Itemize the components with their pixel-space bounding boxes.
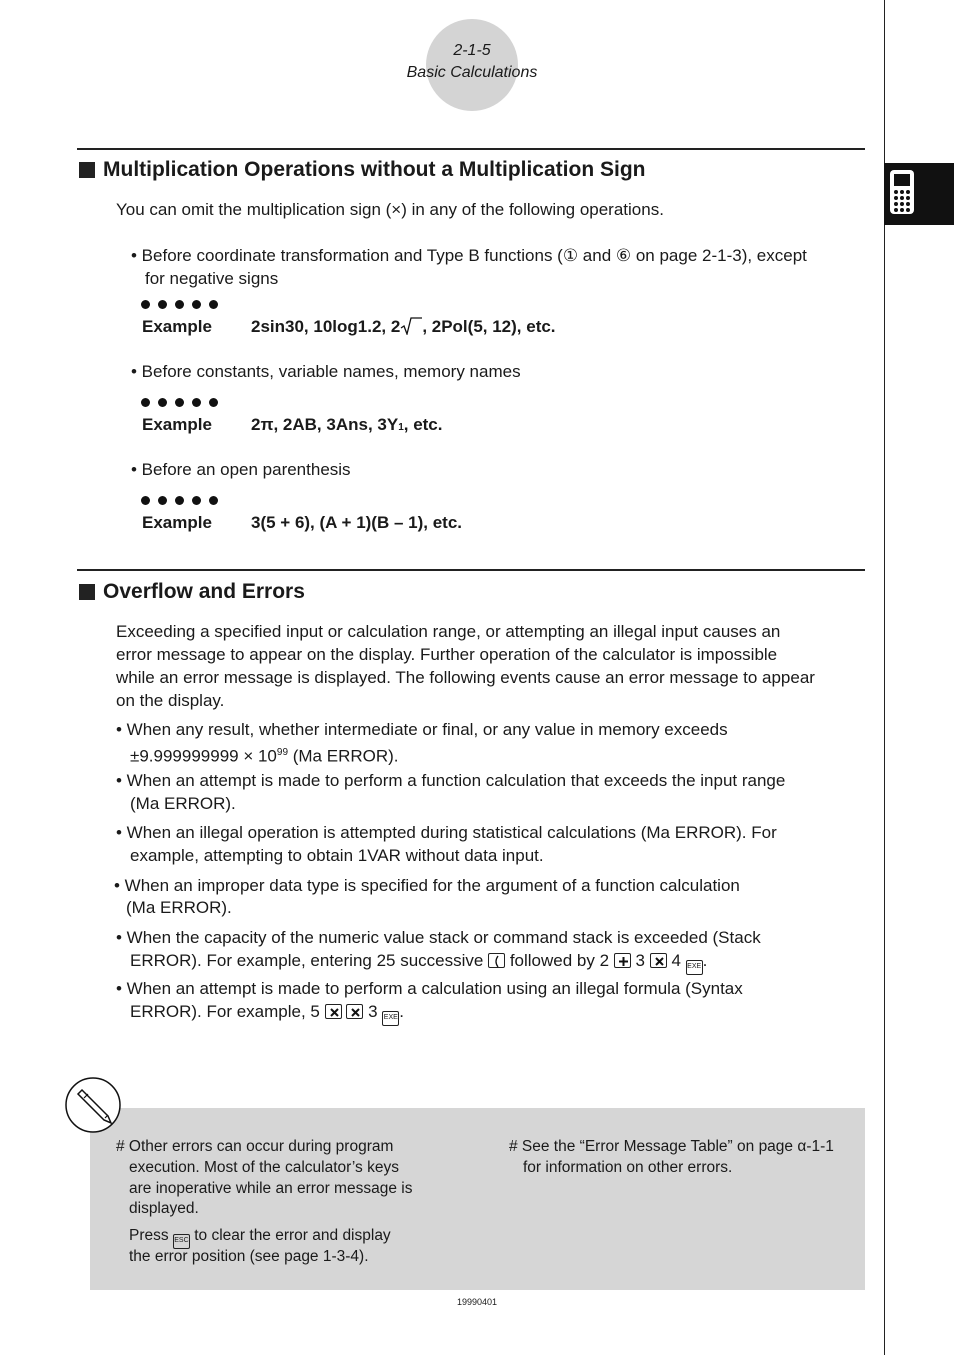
example-dots [141, 496, 218, 505]
section-header-title: Basic Calculations [406, 64, 538, 81]
bullet-line: ERROR). For example, entering 25 successive followed by 2 3 4 EXE. [130, 949, 707, 975]
section-title-text: Multiplication Operations without a Multiplication Sign [103, 158, 646, 181]
multiply-key-icon [346, 1004, 363, 1019]
bullet-line: • When the capacity of the numeric value stack or command stack is exceeded (Stack [116, 928, 761, 947]
section-rule [77, 148, 865, 150]
bullet-line: • When an improper data type is specified for the argument of a function calculation [114, 876, 740, 895]
paragraph-line: while an error message is displayed. The following events cause an error message to appear [116, 668, 815, 687]
example-text: 2π, 2AB, 3Ans, 3Y1, etc. [251, 415, 443, 434]
bullet-line: • Before constants, variable names, memory names [131, 362, 521, 381]
section-intro: You can omit the multiplication sign (×) in any of the following operations. [116, 200, 664, 219]
calculator-icon [888, 168, 916, 216]
square-bullet-icon [79, 162, 95, 178]
esc-key-icon: ESC [173, 1234, 190, 1249]
bullet-line: for negative signs [145, 269, 279, 288]
example-text: 2sin30, 10log1.2, 2 , 2Pol(5, 12), etc. [251, 317, 556, 336]
bullet-line: (Ma ERROR). [126, 898, 232, 917]
bullet-line: • Before an open parenthesis [131, 460, 351, 479]
multiply-key-icon [650, 953, 667, 968]
section-heading [79, 158, 645, 182]
note-line: # See the “Error Message Table” on page α-1-1 [509, 1138, 834, 1155]
bullet-line: example, attempting to obtain 1VAR without data input. [130, 846, 544, 865]
paragraph-line: error message to appear on the display. Further operation of the calculator is impossible [116, 645, 778, 664]
exe-key-icon: EXE [686, 960, 703, 975]
square-root-icon [400, 317, 422, 335]
note-line: execution. Most of the calculator’s keys [129, 1159, 399, 1176]
section-title-text: Overflow and Errors [103, 580, 305, 603]
page-number: 2-1-5 [453, 42, 491, 59]
example-label: Example [142, 317, 212, 336]
bullet-line: • Before coordinate transformation and Type B functions (① and ⑥ on page 2-1-3), except [131, 246, 807, 265]
open-paren-key-icon [488, 953, 505, 968]
example-dots [141, 398, 218, 407]
square-bullet-icon [79, 584, 95, 600]
example-label: Example [142, 513, 212, 532]
bullet-line: $\pm 9.999999999 \times 10^{99}$ (Ma ERROR). [130, 746, 399, 766]
bullet-line: ERROR). For example, 5 3 EXE. [130, 1000, 404, 1026]
note-line: displayed. [129, 1200, 199, 1217]
multiply-key-icon [325, 1004, 342, 1019]
bullet-line: • When an attempt is made to perform a function calculation that exceeds the input range [116, 771, 786, 790]
example-text: 3(5 + 6), (A + 1)(B – 1), etc. [251, 513, 462, 532]
section-rule [77, 569, 865, 571]
plus-key-icon [614, 953, 631, 968]
pencil-note-icon [64, 1076, 122, 1134]
paragraph-line: Exceeding a specified input or calculation range, or attempting an illegal input causes an [116, 622, 781, 641]
section-heading [79, 580, 305, 604]
footer-code: 19990401 [456, 1297, 498, 1307]
note-line: the error position (see page 1-3-4). [129, 1248, 369, 1265]
paragraph-line: on the display. [116, 691, 225, 710]
example-label: Example [142, 415, 212, 434]
bullet-line: • When an illegal operation is attempted during statistical calculations (Ma ERROR). For [116, 823, 777, 842]
exe-key-icon: EXE [382, 1011, 399, 1026]
bullet-line: • When an attempt is made to perform a calculation using an illegal formula (Syntax [116, 979, 743, 998]
bullet-line: • When any result, whether intermediate or final, or any value in memory exceeds [116, 720, 728, 739]
note-line: for information on other errors. [523, 1159, 733, 1176]
note-line: Press ESC to clear the error and display [129, 1225, 391, 1249]
note-line: # Other errors can occur during program [116, 1138, 394, 1155]
bullet-line: (Ma ERROR). [130, 794, 236, 813]
note-line: are inoperative while an error message is [129, 1180, 413, 1197]
example-dots [141, 300, 218, 309]
